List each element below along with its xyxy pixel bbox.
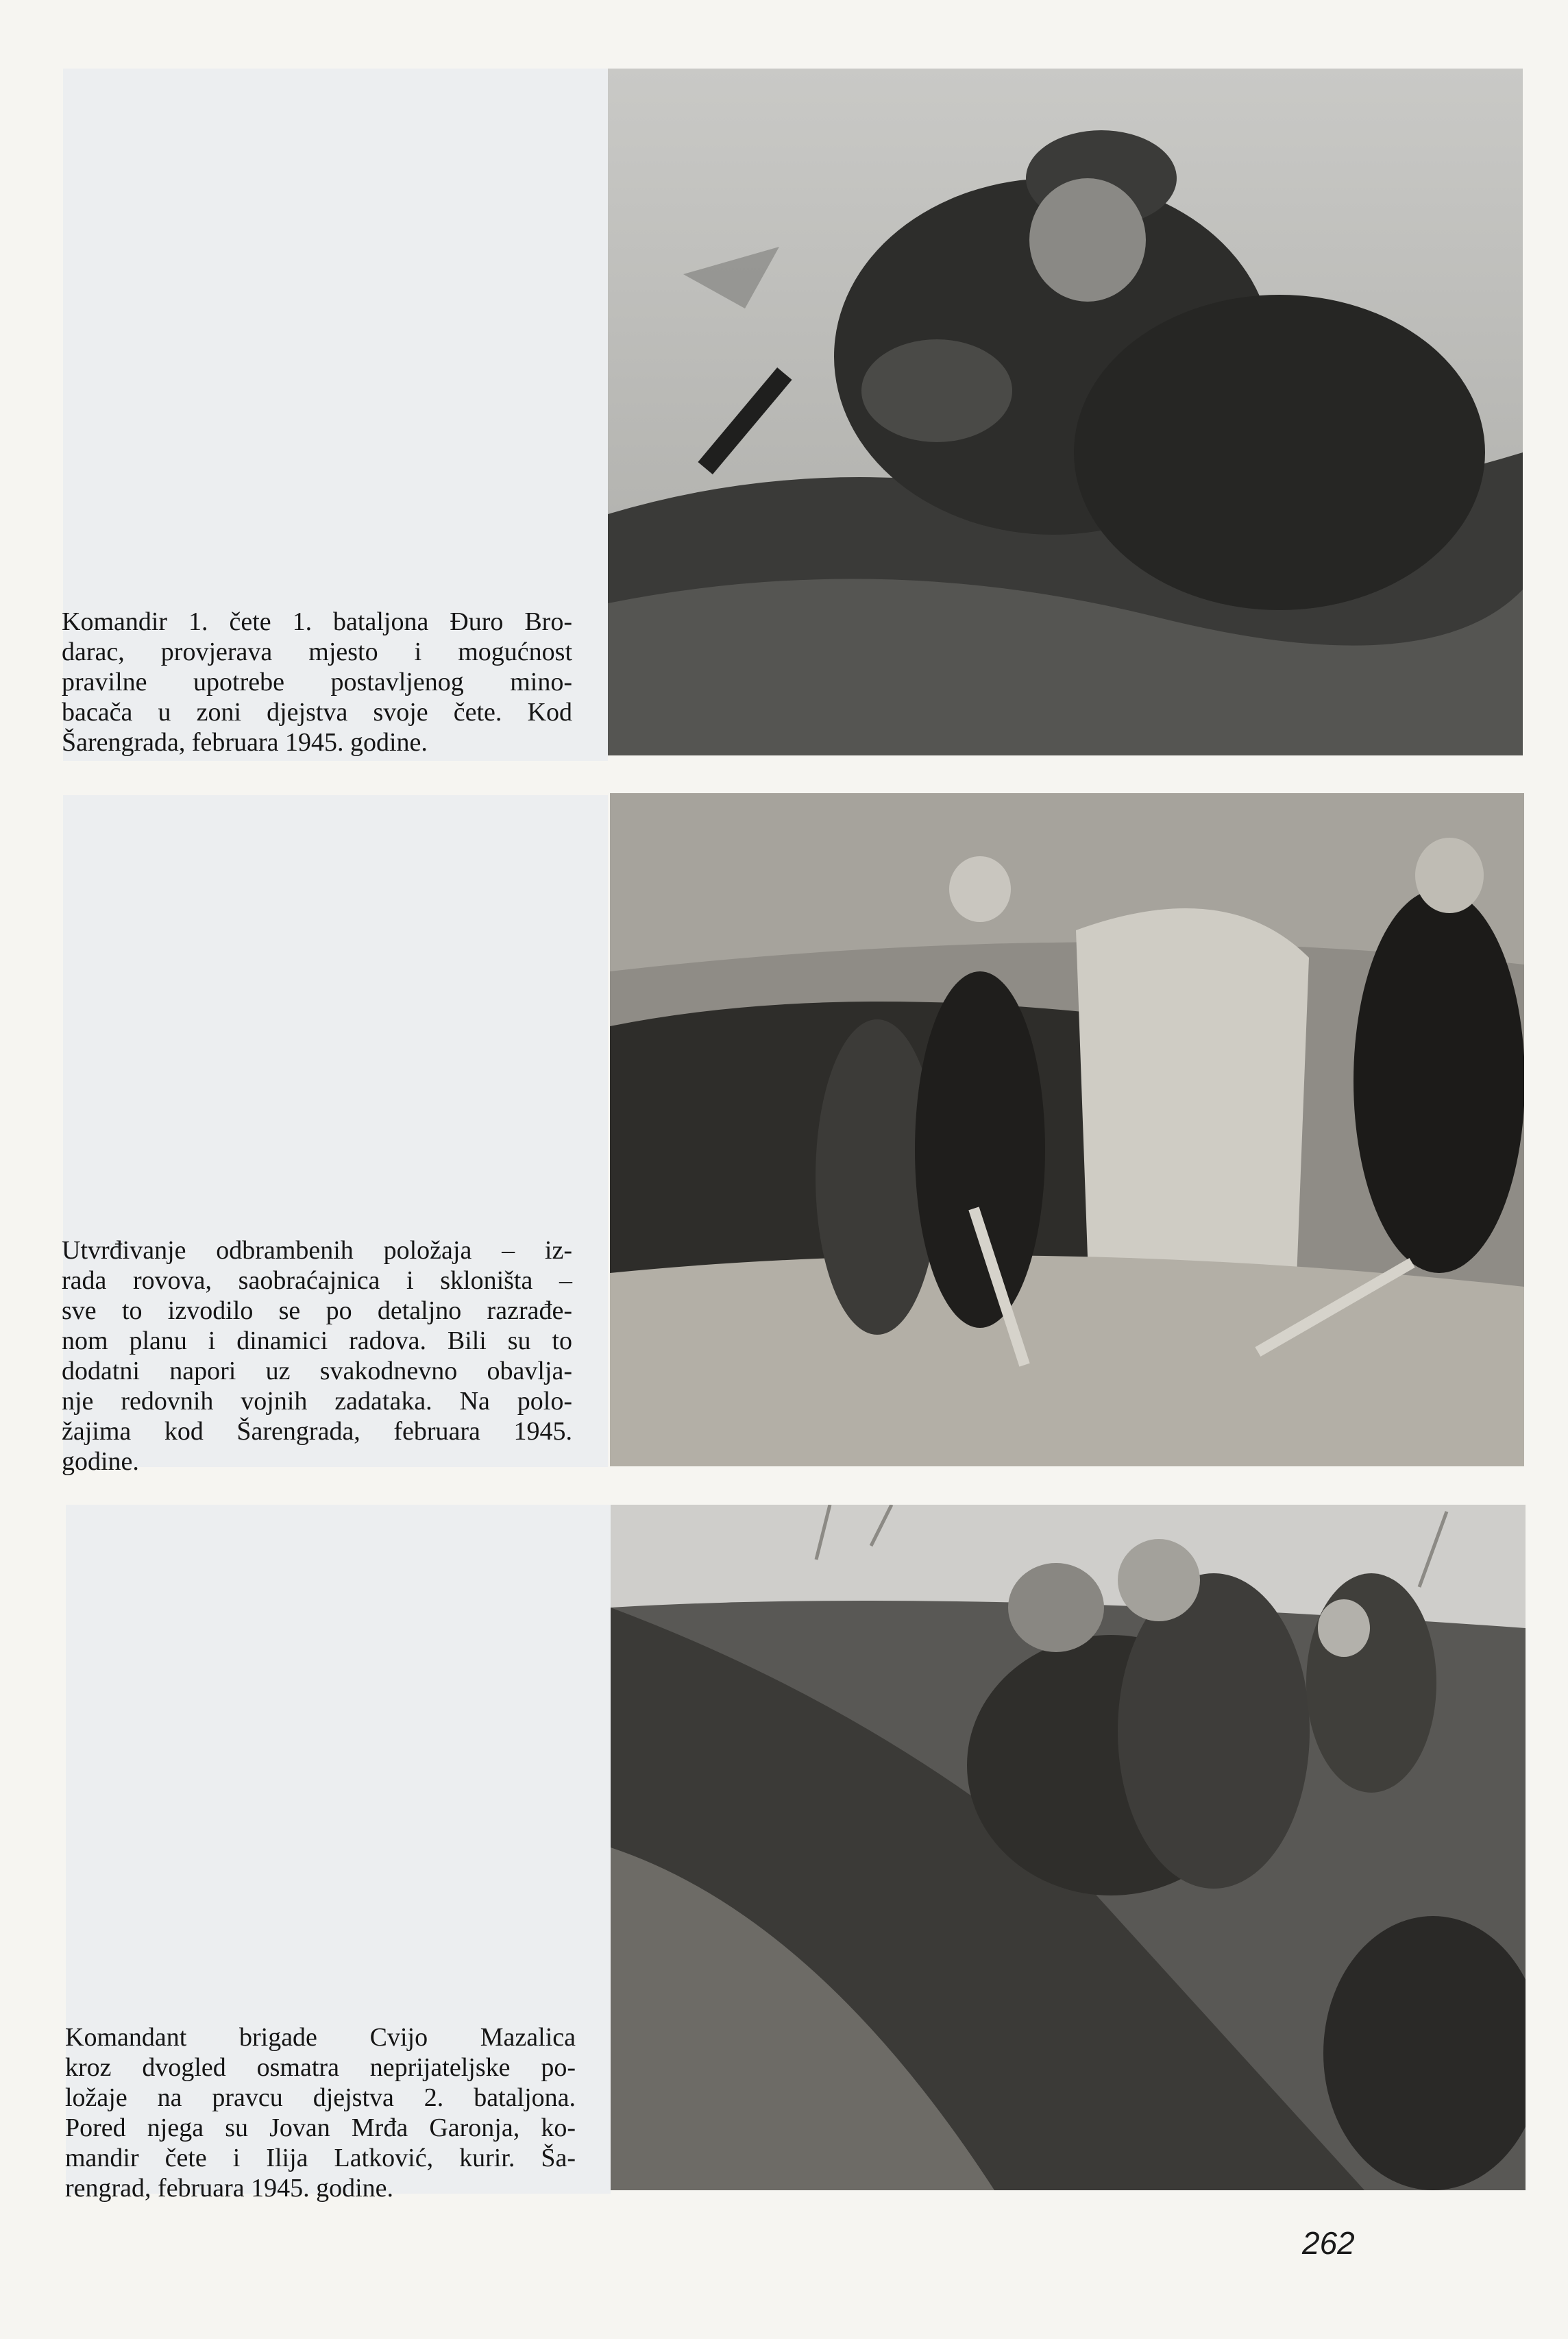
- caption-figure-1: [62, 607, 572, 758]
- caption-line: Šarengrada, februara 1945. godine.: [62, 728, 428, 757]
- caption-line: darac, provjerava mjesto i mogućnost: [62, 638, 572, 666]
- caption-line: Komandant brigade Cvijo Mazalica: [65, 2023, 576, 2052]
- caption-line: dodatni napori uz svakodnevno obavlja-: [62, 1357, 572, 1385]
- caption-line: sve to izvodilo se po detaljno razrađe-: [62, 1296, 572, 1325]
- caption-line: kroz dvogled osmatra neprijateljske po-: [65, 2053, 576, 2082]
- caption-line: pravilne upotrebe postavljenog mino-: [62, 668, 572, 696]
- photo-soldiers-digging-trench-icon: [610, 793, 1524, 1466]
- caption-line: nom planu i dinamici radova. Bili su to: [62, 1326, 572, 1355]
- caption-line: bacača u zoni djejstva svoje čete. Kod: [62, 698, 572, 727]
- caption-line: žajima kod Šarengrada, februara 1945.: [62, 1417, 572, 1446]
- caption-line: Komandir 1. čete 1. bataljona Đuro Bro-: [62, 607, 572, 636]
- caption-figure-2: [62, 1235, 572, 1477]
- caption-line: rada rovova, saobraćajnica i skloništa –: [62, 1266, 572, 1295]
- caption-figure-3: [65, 2022, 576, 2203]
- caption-line: Pored njega su Jovan Mrđa Garonja, ko-: [65, 2113, 576, 2142]
- caption-line: Utvrđivanje odbrambenih položaja – iz-: [62, 1236, 572, 1265]
- caption-line: mandir čete i Ilija Latković, kurir. Ša-: [65, 2144, 576, 2172]
- photo-commander-with-binoculars-icon: [611, 1505, 1526, 2190]
- caption-line: rengrad, februara 1945. godine.: [65, 2174, 394, 2203]
- page-number: 262: [1302, 2225, 1355, 2261]
- caption-line: godine.: [62, 1447, 139, 1476]
- caption-line: ložaje na pravcu djejstva 2. bataljona.: [65, 2083, 576, 2112]
- caption-line: nje redovnih vojnih zadataka. Na polo-: [62, 1387, 572, 1416]
- photo-soldiers-with-mortar-icon: [608, 69, 1523, 755]
